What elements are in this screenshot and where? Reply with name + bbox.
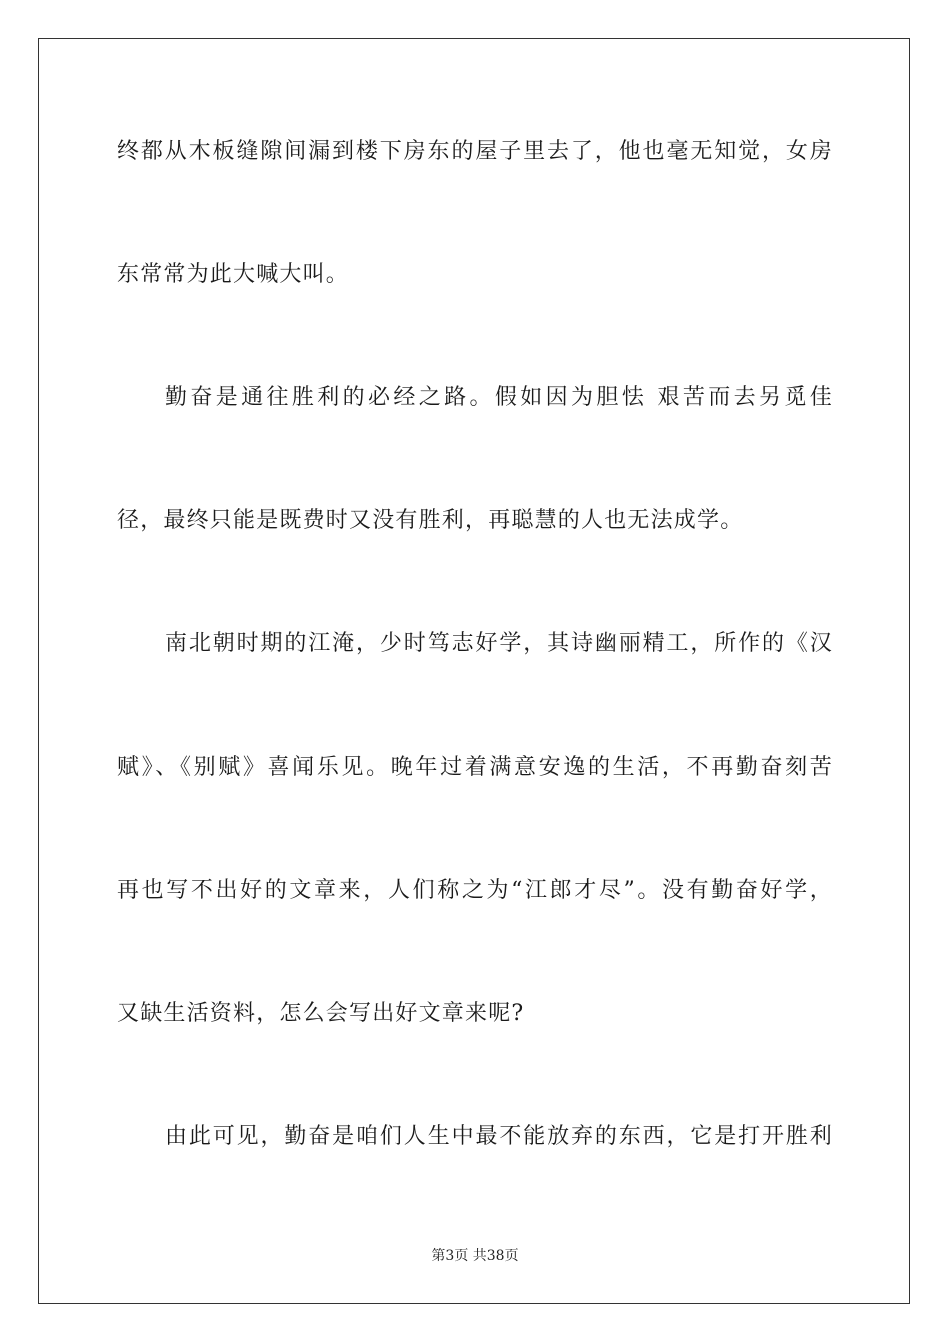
text-line-4: 径，最终只能是既费时又没有胜利，再聪慧的人也无法成学。 bbox=[117, 508, 744, 533]
text-line-3: 勤奋是通往胜利的必经之路。假如因为胆怯 艰苦而去另觅佳 bbox=[165, 385, 833, 410]
text-line-9: 由此可见，勤奋是咱们人生中最不能放弃的东西，它是打开胜利 bbox=[165, 1124, 833, 1149]
page-border bbox=[38, 38, 910, 1304]
text-line-8: 又缺生活资料，怎么会写出好文章来呢? bbox=[117, 1001, 525, 1026]
text-line-5: 南北朝时期的江淹，少时笃志好学，其诗幽丽精工，所作的《汉 bbox=[165, 631, 833, 656]
text-line-7: 再也写不出好的文章来，人们称之为“江郎才尽”。没有勤奋好学， bbox=[117, 878, 833, 903]
text-line-1: 终都从木板缝隙间漏到楼下房东的屋子里去了，他也毫无知觉，女房 bbox=[117, 139, 833, 164]
page-number-footer: 第3页 共38页 bbox=[431, 1248, 519, 1264]
text-line-6: 赋》、《别赋》喜闻乐见。晚年过着满意安逸的生活，不再勤奋刻苦 bbox=[117, 755, 833, 780]
text-line-2: 东常常为此大喊大叫。 bbox=[117, 262, 350, 287]
